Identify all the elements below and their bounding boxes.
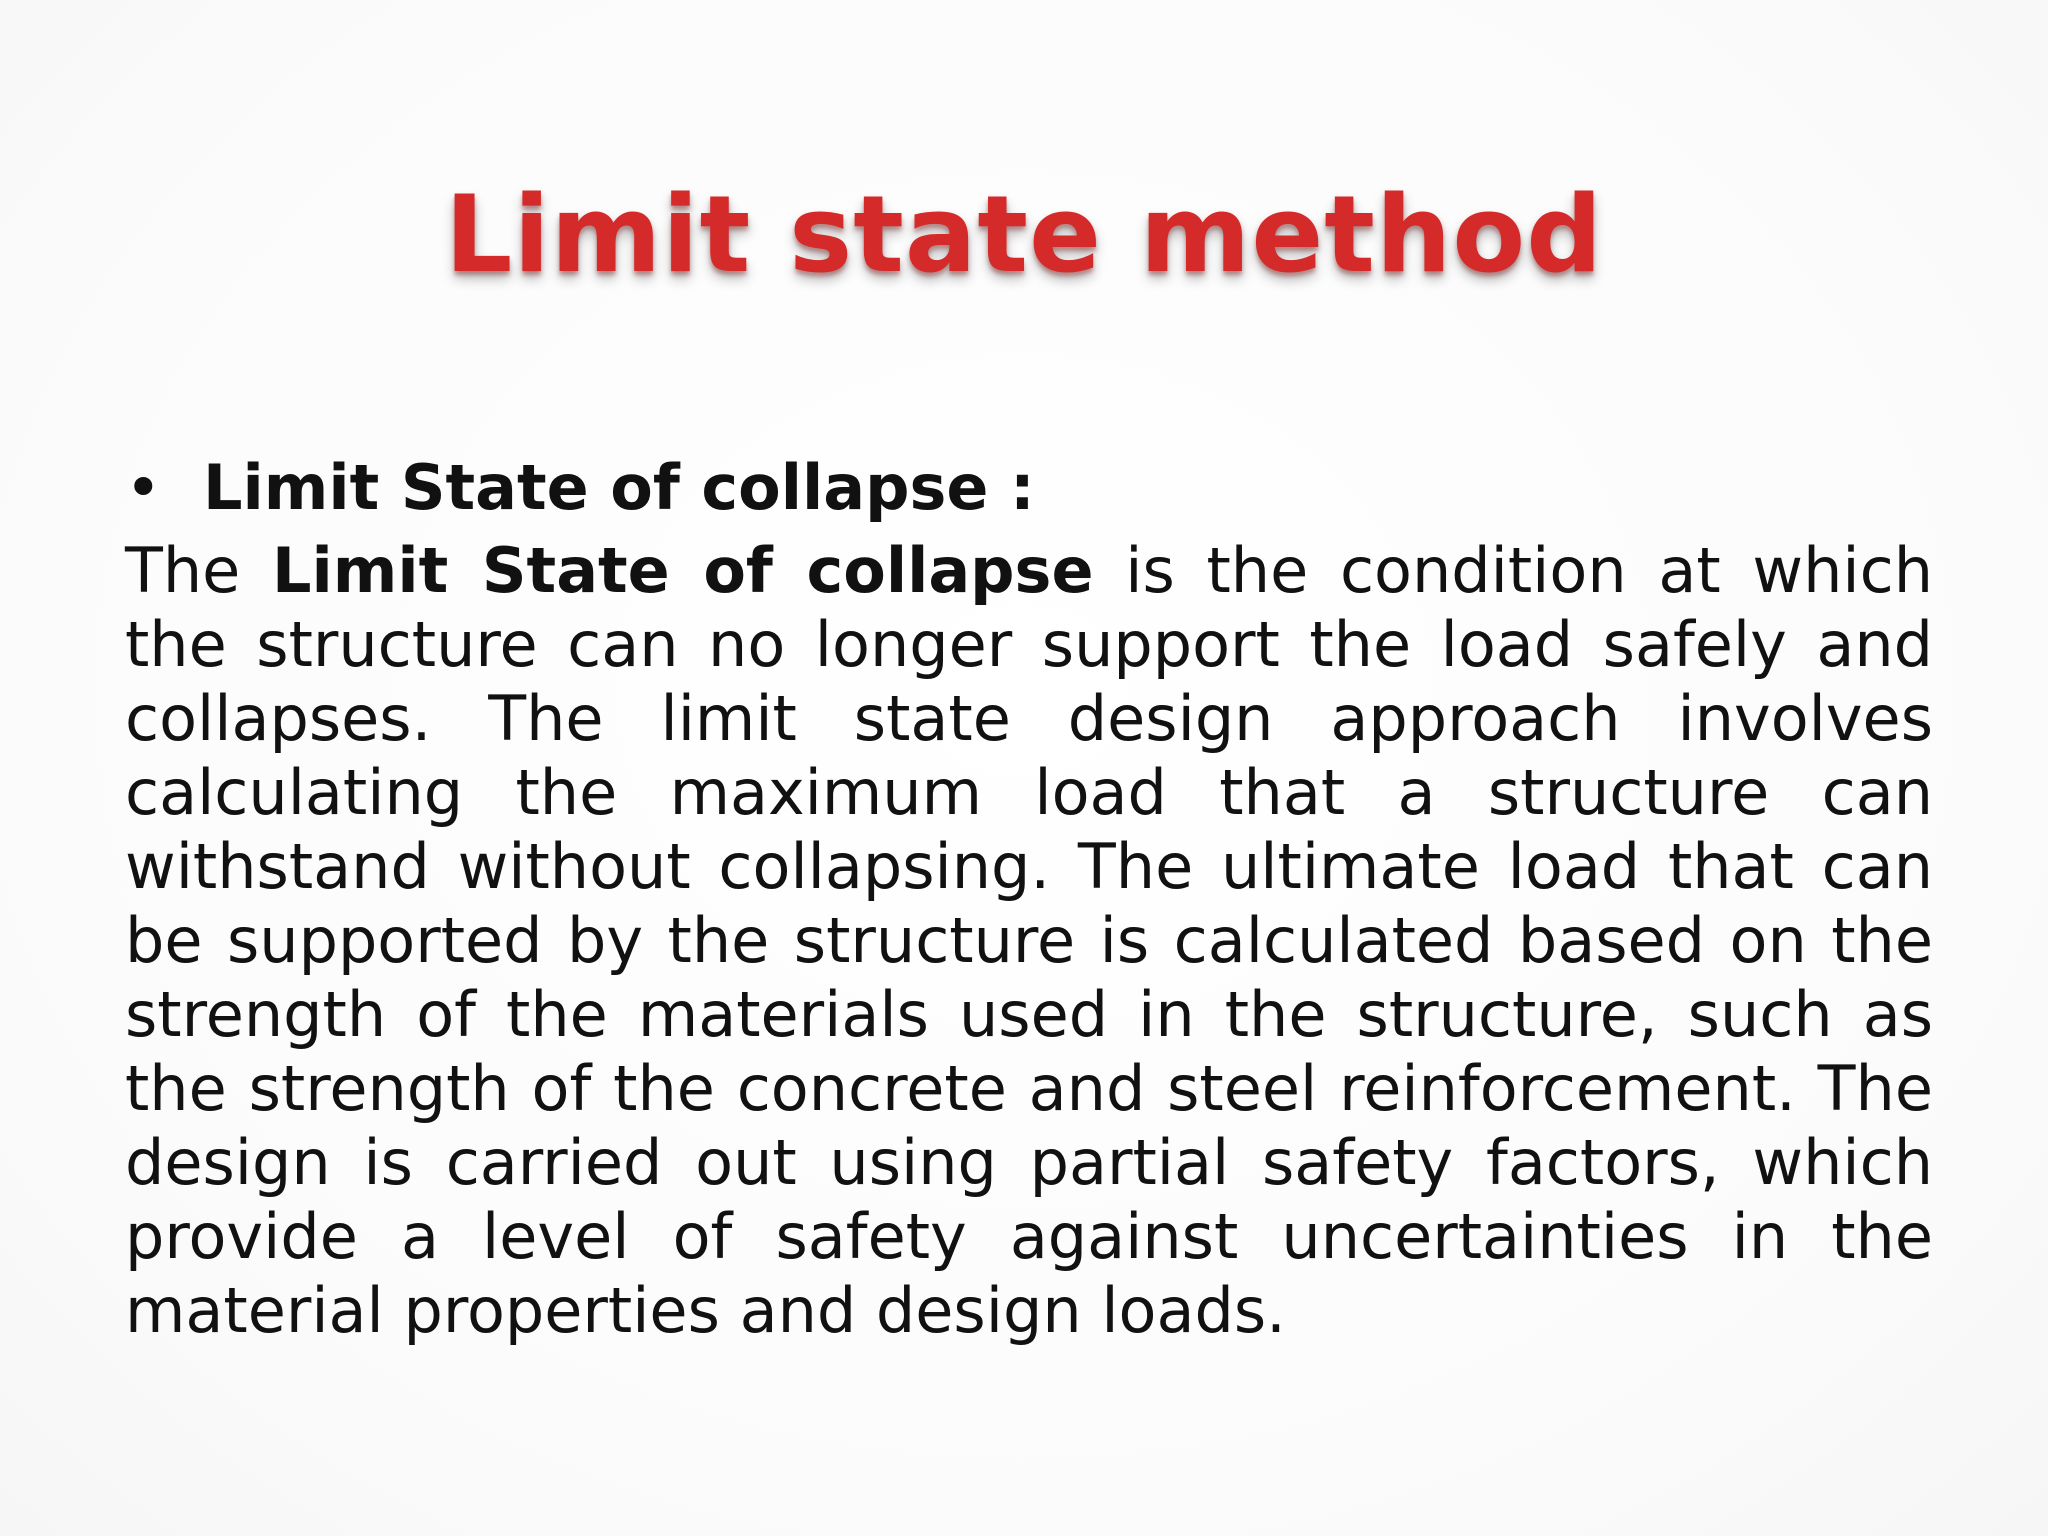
paragraph-body: is the condition at which the structure can no longer support the load safely and collapses. The limit state design approach involves calculating the maximum load that a structure can withstand without collapsing. The ultimate load that can be supported by the structure is calculated based on the strength of the materials used in the structure, such as the strength of the concrete and steel reinforcement. The design is carried out using partial safety factors, which provide a level of safety against uncertainties in the material properties and design loads. [125, 534, 1933, 1347]
bullet-item [125, 450, 1933, 526]
slide-title: Limit state method [444, 173, 1604, 296]
slide-content [125, 450, 1933, 1348]
bullet-heading: Limit State of collapse : [203, 451, 1035, 524]
paragraph-bold-term: Limit State of collapse [272, 534, 1094, 607]
body-paragraph [125, 534, 1933, 1348]
bullet-icon: • [125, 451, 162, 524]
paragraph-lead: The [125, 534, 241, 607]
